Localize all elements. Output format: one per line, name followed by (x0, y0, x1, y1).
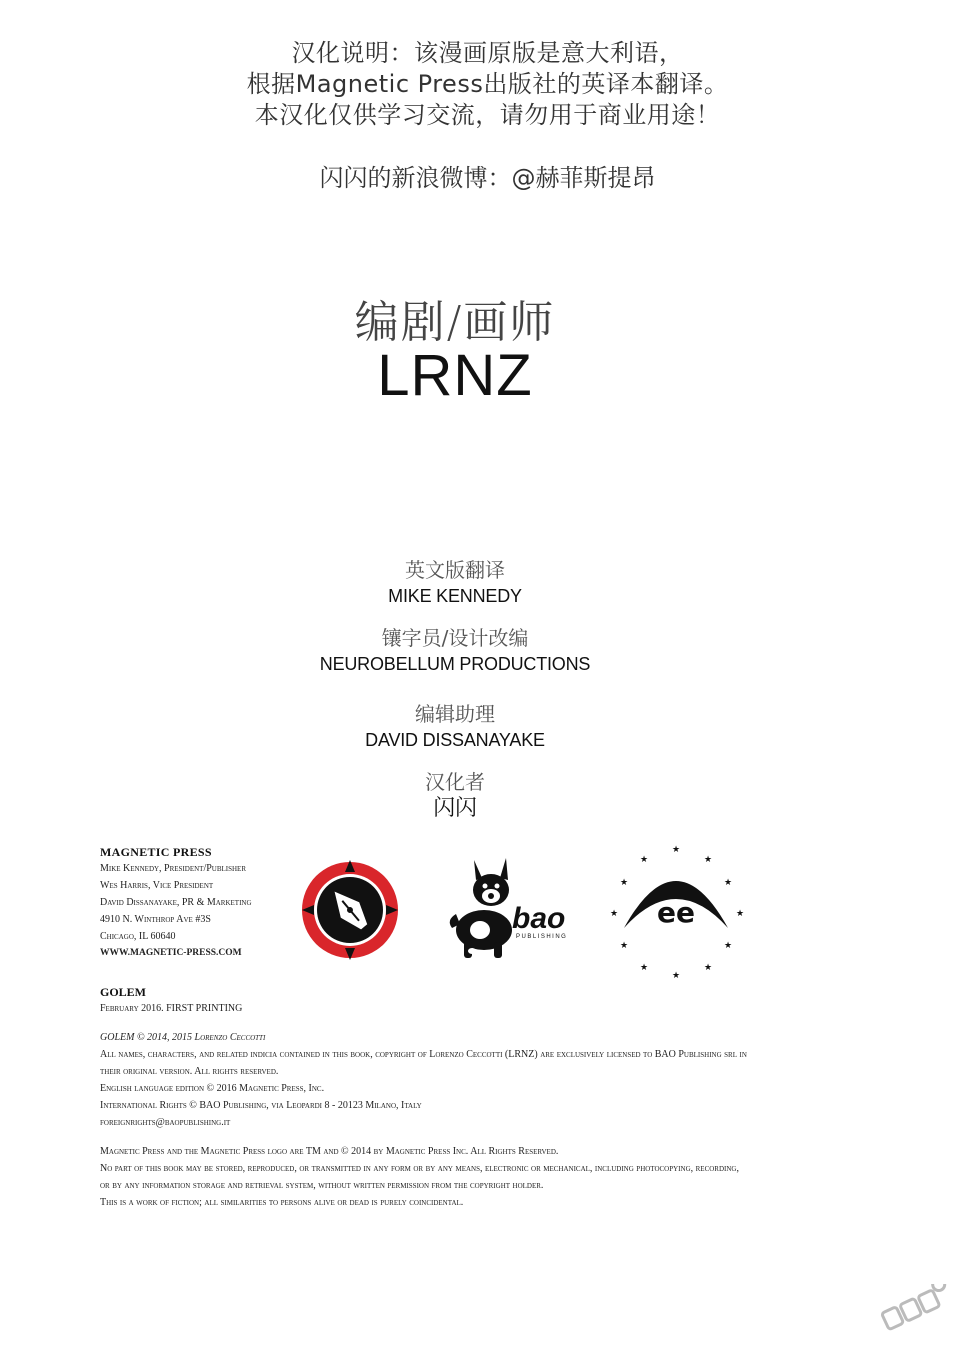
author-role: 编剧/画师 (354, 297, 556, 348)
publisher-info (100, 845, 300, 962)
notice-line: No part of this book may be stored, reproduced, or transmitted in any form or by any means, electronic or mechanical, including photocopying, recording, (100, 1163, 739, 1174)
credit-name: NEUROBELLUM PRODUCTIONS (319, 654, 591, 674)
ee-logo (604, 840, 749, 980)
star-icon: ★ (639, 963, 649, 973)
publisher-line: 4910 N. Winthrop Ave #3S (100, 914, 211, 925)
publisher-line: Wes Harris, Vice President (100, 880, 214, 891)
credit-editorial-assistant (0, 700, 910, 752)
foreign-rights-email: foreignrights@baopublishing.it (100, 1117, 231, 1128)
star-icon: ★ (735, 909, 745, 919)
star-icon: ★ (619, 941, 629, 951)
publisher-title: MAGNETIC PRESS (100, 845, 212, 859)
credit-role: 编辑助理 (415, 702, 495, 726)
notice-line: This is a work of fiction; all similarities to persons alive or dead is purely coincidental. (100, 1197, 464, 1208)
credit-name: DAVID DISSANAYAKE (365, 730, 545, 750)
credit-name: MIKE KENNEDY (388, 586, 522, 606)
star-icon: ★ (703, 855, 713, 865)
translation-note-line: 本汉化仅供学习交流，请勿用于商业用途！ (254, 101, 721, 129)
publisher-line: David Dissanayake, PR & Marketing (100, 897, 252, 908)
author-name: LRNZ (377, 343, 533, 408)
publisher-line: Chicago, IL 60640 (100, 931, 176, 942)
copyright-line: International Rights © BAO Publishing, via Leopardi 8 - 20123 Milano, Italy (100, 1100, 422, 1111)
translation-note (0, 38, 975, 131)
star-icon: ★ (609, 909, 619, 919)
publisher-website: WWW.MAGNETIC-PRESS.COM (100, 948, 242, 958)
translation-note-line: 根据Magnetic Press出版社的英译本翻译。 (246, 70, 729, 98)
bao-publishing-logo (436, 850, 576, 960)
star-icon: ★ (639, 855, 649, 865)
star-icon: ★ (671, 845, 681, 855)
credit-translator (0, 556, 910, 608)
copyright-line: their original version. All rights reserved. (100, 1066, 279, 1077)
legal-block (100, 985, 880, 1211)
credit-letterer (0, 624, 910, 676)
weibo-handle: 闪闪的新浪微博：@赫菲斯提昂 (319, 164, 656, 192)
star-icon: ★ (619, 878, 629, 888)
star-icon: ★ (723, 878, 733, 888)
credit-role: 镶字员/设计改编 (381, 626, 529, 650)
magnetic-press-logo (300, 858, 400, 962)
copyright-line: English language edition © 2016 Magnetic Press, Inc. (100, 1083, 325, 1094)
site-watermark-icon (877, 1284, 957, 1334)
credit-role: 汉化者 (425, 770, 485, 794)
ee-logo-mark: ee (657, 896, 695, 929)
printing-info: February 2016. FIRST PRINTING (100, 1003, 243, 1014)
notice-line: or by any information storage and retrieval system, without written permission from the copyright holder. (100, 1180, 544, 1191)
star-icon: ★ (703, 963, 713, 973)
copyright-line: All names, characters, and related indicia contained in this book, copyright of Lorenzo Ceccotti (LRNZ) are exclusively licensed to BAO Publishing srl in (100, 1049, 747, 1060)
book-title: GOLEM (100, 985, 147, 999)
bao-logo-subtext: PUBLISHING (516, 934, 568, 940)
credit-role: 英文版翻译 (405, 558, 505, 582)
credit-scanlator (0, 768, 910, 820)
copyright-line: GOLEM © 2014, 2015 Lorenzo Ceccotti (100, 1032, 266, 1043)
notice-line: Magnetic Press and the Magnetic Press logo are TM and © 2014 by Magnetic Press Inc. All Rights Reserved. (100, 1146, 559, 1157)
star-icon: ★ (671, 971, 681, 980)
credit-name: 闪闪 (433, 795, 477, 820)
bao-logo-text: bao (512, 902, 566, 935)
publisher-line: Mike Kennedy, President/Publisher (100, 863, 247, 874)
translation-note-line: 汉化说明：该漫画原版是意大利语， (291, 39, 684, 67)
star-icon: ★ (723, 941, 733, 951)
